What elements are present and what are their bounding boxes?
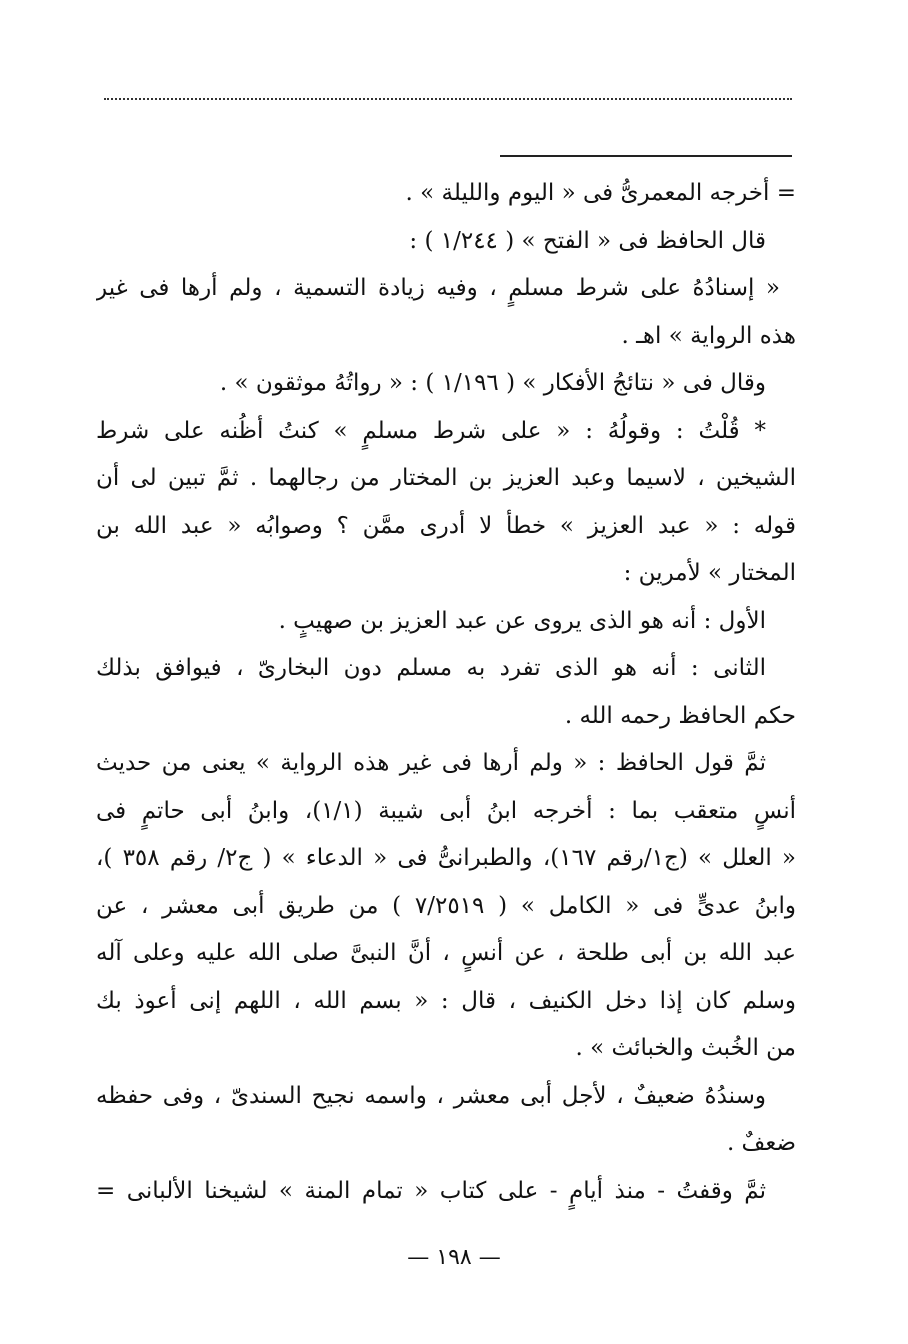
- text-line: « العلل » (ج١/رقم ١٦٧)، والطبرانىُّ فى « الدعاء » ( ج٢/ رقم ٣٥٨ )،: [96, 845, 796, 871]
- text-line: وابنُ عدىٍّ فى « الكامل » ( ٧/٢٥١٩ ) من طريق أبى معشر ، عن: [96, 892, 796, 919]
- text-line: وسلم كان إذا دخل الكنيف ، قال : « بسم الله ، اللهم إنى أعوذ بك: [96, 987, 796, 1014]
- text-line: الشيخين ، لاسيما وعبد العزيز بن المختار من رجالهما . ثمَّ تبين لى أن: [96, 465, 796, 491]
- text-line: « إسنادُهُ على شرط مسلمٍ ، وفيه زيادة التسمية ، ولم أرها فى غير: [96, 275, 780, 301]
- text-line: ثمَّ وقفتُ - منذ أيامٍ - على كتاب « تمام المنة » لشيخنا الألبانى =: [96, 1177, 766, 1204]
- text-line: الأول : أنه هو الذى يروى عن عبد العزيز بن صهيبٍ .: [278, 607, 766, 634]
- text-line: قال الحافظ فى « الفتح » ( ١/٢٤٤ ) :: [409, 227, 766, 254]
- text-line: = أخرجه المعمرىُّ فى « اليوم والليلة » .: [405, 180, 796, 206]
- header-dotted-rule: [104, 98, 792, 100]
- text-line: ثمَّ قول الحافظ : « ولم أرها فى غير هذه الرواية » يعنى من حديث: [96, 750, 766, 776]
- footnote-separator: [500, 155, 792, 157]
- text-line: هذه الرواية » اهـ .: [621, 322, 796, 349]
- text-line: ضعفٌ .: [726, 1130, 796, 1156]
- text-line: وقال فى « نتائجُ الأفكار » ( ١/١٩٦ ) : « رواتُهُ موثقون » .: [219, 370, 766, 396]
- text-line: من الخُبث والخبائث » .: [575, 1035, 796, 1061]
- text-line: المختار » لأمرين :: [623, 560, 796, 586]
- text-line: * قُلْتُ : وقولُهُ : « على شرط مسلمٍ » كنتُ أظُنه على شرط: [96, 417, 766, 444]
- footnote-text: [96, 170, 796, 1215]
- text-line: الثانى : أنه هو الذى تفرد به مسلم دون البخارىّ ، فيوافق بذلك: [96, 655, 766, 681]
- text-line: أنسٍ متعقب بما : أخرجه ابنُ أبى شيبة (١/١)، وابنُ أبى حاتمٍ فى: [96, 797, 796, 824]
- text-line: قوله : « عبد العزيز » خطأ لا أدرى ممَّن ؟ وصوابُه « عبد الله بن: [96, 512, 796, 539]
- text-line: وسندُهُ ضعيفٌ ، لأجل أبى معشر ، واسمه نجيح السندىّ ، وفى حفظه: [96, 1082, 766, 1109]
- text-line: حكم الحافظ رحمه الله .: [564, 702, 796, 729]
- text-line: عبد الله بن أبى طلحة ، عن أنسٍ ، أنَّ النبىَّ صلى الله عليه وعلى آله: [96, 940, 796, 966]
- page-number: — ١٩٨ —: [407, 1245, 501, 1270]
